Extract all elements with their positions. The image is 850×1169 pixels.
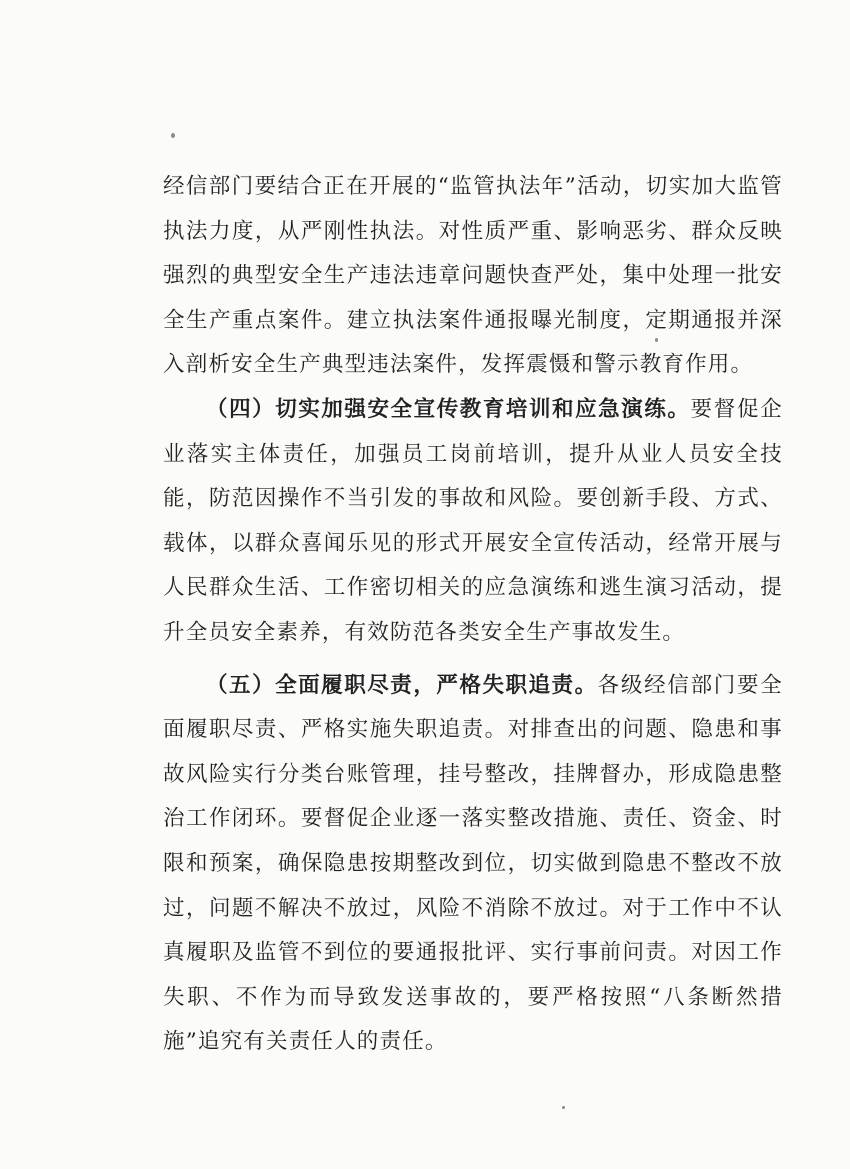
- paragraph-text: 要督促企业落实主体责任，加强员工岗前培训，提升从业人员安全技能，防范因操作不当引发的事故和风险。要创新手段、方式、载体，以群众喜闻乐见的形式开展安全宣传活动，经常开展与人民群众生活、工作密切相关的应急演练和逃生演习活动，提升全员安全素养，有效防范各类安全生产事故发生。: [163, 396, 783, 645]
- scan-speck: [562, 1106, 565, 1109]
- paragraph-text: 各级经信部门要全面履职尽责、严格实施失职追责。对排查出的问题、隐患和事故风险实行分类台账管理，挂号整改，挂牌督办，形成隐患整治工作闭环。要督促企业逐一落实整改措施、责任、资金、时限和预案，确保隐患按期整改到位，切实做到隐患不整改不放过，问题不解决不放过，风险不消除不放过。对于工作中不认真履职及监管不到位的要通报批评、实行事前问责。对因工作失职、不作为而导致发送事故的，要严格按照“八条断然措施”追究有关责任人的责任。: [163, 672, 783, 1055]
- document-body: [163, 165, 783, 1065]
- paragraph-enforcement: [163, 165, 783, 388]
- paragraph-section-five: [163, 664, 783, 1065]
- scan-speck: [171, 133, 175, 138]
- paragraph-text: 经信部门要结合正在开展的“监管执法年”活动，切实加大监管执法力度，从严刚性执法。对性质严重、影响恶劣、群众反映强烈的典型安全生产违法违章问题快查严处，集中处理一批安全生产重点案件。建立执法案件通报曝光制度，定期通报并深入剖析安全生产典型违法案件，发挥震慑和警示教育作用。: [163, 174, 783, 378]
- paragraph-section-four: [163, 388, 783, 656]
- section-heading: （五）全面履职尽责，严格失职追责。: [206, 672, 598, 698]
- section-heading: （四）切实加强安全宣传教育培训和应急演练。: [206, 396, 691, 422]
